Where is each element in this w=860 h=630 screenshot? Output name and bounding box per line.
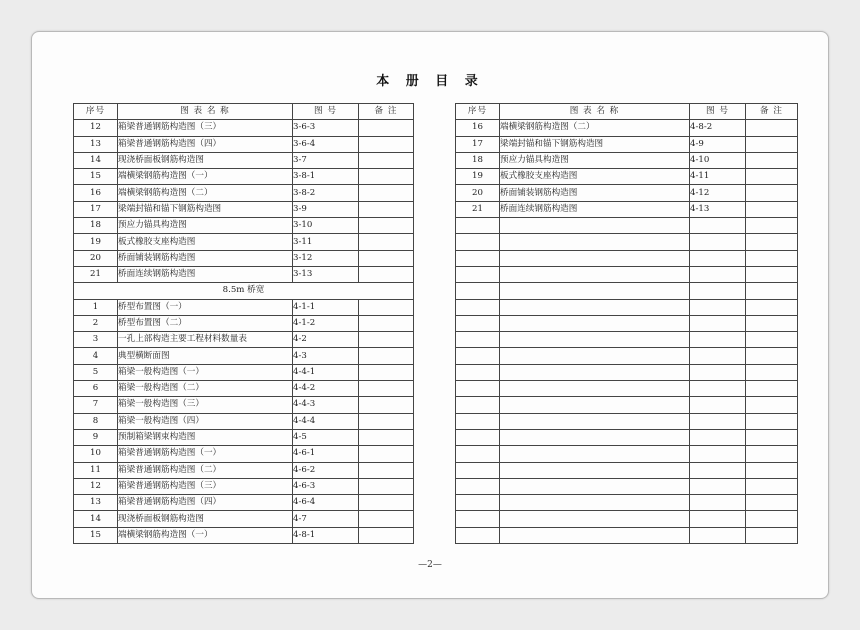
table-row — [456, 152, 798, 168]
table-row — [456, 495, 798, 511]
header-remark: 备 注 — [746, 104, 798, 120]
cell-drawing-no: 3-12 — [293, 250, 359, 266]
table-row — [456, 136, 798, 152]
cell-drawing-no: 4-12 — [690, 185, 746, 201]
table-row — [74, 234, 414, 250]
header-name: 图 表 名 称 — [500, 104, 690, 120]
cell-drawing-name: 箱梁一般构造图（二） — [118, 381, 293, 397]
cell-drawing-name: 预应力锚具构造图 — [118, 218, 293, 234]
cell-drawing-no: 4-4-3 — [293, 397, 359, 413]
cell-drawing-name — [500, 429, 690, 445]
cell-drawing-no — [690, 527, 746, 543]
cell-remark — [746, 152, 798, 168]
cell-drawing-name — [500, 299, 690, 315]
cell-remark — [359, 152, 414, 168]
cell-drawing-no — [690, 478, 746, 494]
table-row — [74, 250, 414, 266]
cell-seq: 18 — [74, 218, 118, 234]
cell-remark — [359, 201, 414, 217]
table-row — [74, 266, 414, 282]
toc-table-right — [455, 103, 798, 544]
cell-drawing-no — [690, 266, 746, 282]
cell-seq: 13 — [74, 495, 118, 511]
cell-seq: 16 — [456, 120, 500, 136]
cell-remark — [746, 315, 798, 331]
cell-drawing-name: 板式橡胶支座构造图 — [118, 234, 293, 250]
table-row — [74, 348, 414, 364]
cell-drawing-no — [690, 218, 746, 234]
table-row — [74, 364, 414, 380]
cell-remark — [359, 120, 414, 136]
cell-seq: 6 — [74, 381, 118, 397]
cell-seq: 21 — [74, 266, 118, 282]
cell-drawing-no: 4-1-1 — [293, 299, 359, 315]
table-row — [74, 446, 414, 462]
cell-drawing-name — [500, 478, 690, 494]
cell-remark — [359, 527, 414, 543]
cell-drawing-no: 3-7 — [293, 152, 359, 168]
cell-remark — [746, 527, 798, 543]
cell-seq: 7 — [74, 397, 118, 413]
cell-seq — [456, 283, 500, 299]
cell-drawing-no — [690, 495, 746, 511]
cell-drawing-name — [500, 332, 690, 348]
table-row — [456, 332, 798, 348]
cell-drawing-name: 桥型布置图（二） — [118, 315, 293, 331]
cell-drawing-name: 端横梁钢筋构造图（二） — [118, 185, 293, 201]
cell-seq — [456, 364, 500, 380]
table-row — [74, 462, 414, 478]
cell-drawing-name — [500, 234, 690, 250]
cell-drawing-name: 端横梁钢筋构造图（一） — [118, 169, 293, 185]
cell-seq — [456, 413, 500, 429]
cell-drawing-no: 3-6-4 — [293, 136, 359, 152]
cell-remark — [359, 234, 414, 250]
table-row — [74, 429, 414, 445]
cell-remark — [359, 446, 414, 462]
cell-drawing-no: 3-10 — [293, 218, 359, 234]
cell-drawing-no — [690, 234, 746, 250]
table-row — [456, 201, 798, 217]
cell-seq — [456, 478, 500, 494]
cell-drawing-no: 4-6-4 — [293, 495, 359, 511]
cell-drawing-name: 箱梁一般构造图（三） — [118, 397, 293, 413]
cell-drawing-name: 箱梁普通钢筋构造图（四） — [118, 136, 293, 152]
cell-drawing-name: 箱梁普通钢筋构造图（三） — [118, 478, 293, 494]
cell-seq: 12 — [74, 120, 118, 136]
cell-drawing-no: 4-6-3 — [293, 478, 359, 494]
cell-drawing-name: 箱梁普通钢筋构造图（一） — [118, 446, 293, 462]
cell-drawing-no: 4-4-1 — [293, 364, 359, 380]
cell-seq — [456, 429, 500, 445]
table-row — [74, 397, 414, 413]
cell-seq: 2 — [74, 315, 118, 331]
cell-remark — [746, 446, 798, 462]
cell-seq: 17 — [74, 201, 118, 217]
table-row — [74, 152, 414, 168]
cell-seq: 15 — [74, 169, 118, 185]
header-row — [74, 104, 414, 120]
cell-seq — [456, 397, 500, 413]
cell-seq — [456, 332, 500, 348]
header-drawing-no: 图 号 — [690, 104, 746, 120]
cell-drawing-name: 桥面连续钢筋构造图 — [118, 266, 293, 282]
cell-drawing-no: 3-8-2 — [293, 185, 359, 201]
cell-remark — [746, 169, 798, 185]
cell-remark — [746, 299, 798, 315]
cell-drawing-name: 预制箱梁钢束构造图 — [118, 429, 293, 445]
cell-drawing-no — [690, 446, 746, 462]
cell-drawing-name: 一孔上部构造主要工程材料数量表 — [118, 332, 293, 348]
cell-seq: 16 — [74, 185, 118, 201]
cell-seq — [456, 446, 500, 462]
table-row — [456, 462, 798, 478]
header-seq: 序号 — [456, 104, 500, 120]
cell-seq — [456, 218, 500, 234]
cell-seq: 14 — [74, 152, 118, 168]
cell-remark — [746, 266, 798, 282]
cell-drawing-no: 4-9 — [690, 136, 746, 152]
cell-seq — [456, 381, 500, 397]
table-row — [456, 266, 798, 282]
cell-remark — [746, 381, 798, 397]
table-row — [456, 429, 798, 445]
table-row — [456, 283, 798, 299]
cell-remark — [359, 413, 414, 429]
table-row — [74, 381, 414, 397]
cell-seq: 3 — [74, 332, 118, 348]
cell-drawing-name: 板式橡胶支座构造图 — [500, 169, 690, 185]
cell-seq — [456, 495, 500, 511]
cell-drawing-name — [500, 446, 690, 462]
cell-seq: 21 — [456, 201, 500, 217]
table-row — [74, 120, 414, 136]
cell-seq: 20 — [456, 185, 500, 201]
header-row — [456, 104, 798, 120]
cell-drawing-no — [690, 413, 746, 429]
cell-remark — [746, 429, 798, 445]
table-row — [74, 495, 414, 511]
cell-remark — [359, 218, 414, 234]
cell-drawing-name — [500, 495, 690, 511]
table-row — [456, 511, 798, 527]
toc-table-left — [73, 103, 414, 544]
table-row — [456, 413, 798, 429]
cell-remark — [746, 397, 798, 413]
cell-drawing-name — [500, 511, 690, 527]
cell-seq: 15 — [74, 527, 118, 543]
cell-drawing-name — [500, 266, 690, 282]
cell-seq — [456, 527, 500, 543]
header-drawing-no: 图 号 — [293, 104, 359, 120]
cell-remark — [746, 478, 798, 494]
cell-drawing-no: 4-5 — [293, 429, 359, 445]
cell-remark — [746, 511, 798, 527]
cell-remark — [359, 315, 414, 331]
cell-remark — [359, 169, 414, 185]
cell-drawing-name — [500, 364, 690, 380]
cell-remark — [746, 332, 798, 348]
cell-seq: 1 — [74, 299, 118, 315]
cell-drawing-name: 梁端封锚和锚下钢筋构造图 — [500, 136, 690, 152]
table-row — [456, 299, 798, 315]
cell-drawing-no — [690, 332, 746, 348]
cell-drawing-name — [500, 283, 690, 299]
cell-remark — [359, 364, 414, 380]
table-row — [456, 397, 798, 413]
cell-drawing-name: 典型横断面图 — [118, 348, 293, 364]
cell-drawing-no — [690, 397, 746, 413]
cell-seq: 4 — [74, 348, 118, 364]
cell-drawing-no: 4-13 — [690, 201, 746, 217]
cell-drawing-no — [690, 299, 746, 315]
cell-drawing-name: 桥面铺装钢筋构造图 — [500, 185, 690, 201]
table-row — [74, 299, 414, 315]
table-row — [456, 315, 798, 331]
table-row — [456, 364, 798, 380]
cell-seq — [456, 299, 500, 315]
header-remark: 备 注 — [359, 104, 414, 120]
cell-drawing-name — [500, 381, 690, 397]
cell-seq — [456, 511, 500, 527]
cell-drawing-no — [690, 511, 746, 527]
cell-seq: 12 — [74, 478, 118, 494]
table-row — [456, 169, 798, 185]
table-row — [456, 250, 798, 266]
cell-drawing-no — [690, 315, 746, 331]
cell-drawing-name — [500, 218, 690, 234]
page-number: —2— — [418, 560, 442, 570]
cell-drawing-name — [500, 348, 690, 364]
cell-seq — [456, 348, 500, 364]
cell-drawing-no — [690, 250, 746, 266]
cell-drawing-no: 4-3 — [293, 348, 359, 364]
cell-drawing-no — [690, 348, 746, 364]
cell-seq: 20 — [74, 250, 118, 266]
cell-seq — [456, 266, 500, 282]
cell-remark — [746, 250, 798, 266]
header-name: 图 表 名 称 — [118, 104, 293, 120]
table-row — [456, 185, 798, 201]
cell-drawing-name: 箱梁普通钢筋构造图（三） — [118, 120, 293, 136]
cell-remark — [359, 299, 414, 315]
cell-remark — [746, 136, 798, 152]
cell-drawing-name: 箱梁一般构造图（一） — [118, 364, 293, 380]
section-row — [74, 283, 414, 299]
table-row — [74, 511, 414, 527]
table-row — [74, 201, 414, 217]
cell-drawing-no: 4-4-4 — [293, 413, 359, 429]
cell-drawing-no — [690, 283, 746, 299]
cell-remark — [746, 234, 798, 250]
table-row — [74, 218, 414, 234]
cell-remark — [359, 462, 414, 478]
cell-seq: 13 — [74, 136, 118, 152]
cell-seq: 18 — [456, 152, 500, 168]
table-row — [74, 527, 414, 543]
cell-drawing-name — [500, 462, 690, 478]
cell-remark — [746, 120, 798, 136]
cell-remark — [746, 348, 798, 364]
cell-remark — [746, 413, 798, 429]
cell-remark — [359, 266, 414, 282]
cell-drawing-name: 端横梁钢筋构造图（一） — [118, 527, 293, 543]
cell-drawing-no: 3-13 — [293, 266, 359, 282]
cell-remark — [359, 136, 414, 152]
cell-drawing-name: 桥面铺装钢筋构造图 — [118, 250, 293, 266]
cell-remark — [746, 185, 798, 201]
cell-drawing-name: 桥面连续钢筋构造图 — [500, 201, 690, 217]
table-row — [74, 413, 414, 429]
page-title: 本 册 目 录 — [376, 74, 484, 89]
cell-drawing-no — [690, 429, 746, 445]
cell-seq — [456, 250, 500, 266]
cell-drawing-no: 4-4-2 — [293, 381, 359, 397]
cell-remark — [359, 397, 414, 413]
cell-remark — [746, 283, 798, 299]
cell-drawing-no: 4-1-2 — [293, 315, 359, 331]
table-row — [74, 315, 414, 331]
cell-seq — [456, 315, 500, 331]
cell-remark — [359, 478, 414, 494]
cell-drawing-name: 箱梁普通钢筋构造图（四） — [118, 495, 293, 511]
cell-remark — [359, 511, 414, 527]
cell-drawing-name: 箱梁一般构造图（四） — [118, 413, 293, 429]
table-row — [456, 446, 798, 462]
cell-remark — [746, 201, 798, 217]
cell-drawing-no — [690, 381, 746, 397]
cell-remark — [359, 429, 414, 445]
table-row — [456, 527, 798, 543]
cell-drawing-name: 桥型布置图（一） — [118, 299, 293, 315]
cell-drawing-no: 4-10 — [690, 152, 746, 168]
cell-seq — [456, 462, 500, 478]
cell-drawing-no: 4-11 — [690, 169, 746, 185]
cell-drawing-name: 现浇桥面板钢筋构造图 — [118, 511, 293, 527]
cell-remark — [359, 185, 414, 201]
cell-drawing-no: 3-9 — [293, 201, 359, 217]
table-row — [456, 218, 798, 234]
table-row — [74, 136, 414, 152]
cell-seq: 8 — [74, 413, 118, 429]
cell-seq: 19 — [74, 234, 118, 250]
cell-seq: 11 — [74, 462, 118, 478]
table-row — [74, 169, 414, 185]
cell-seq: 5 — [74, 364, 118, 380]
cell-remark — [746, 218, 798, 234]
cell-remark — [359, 381, 414, 397]
cell-drawing-name: 端横梁钢筋构造图（二） — [500, 120, 690, 136]
cell-drawing-no: 4-8-1 — [293, 527, 359, 543]
cell-remark — [359, 495, 414, 511]
cell-seq: 10 — [74, 446, 118, 462]
table-row — [456, 381, 798, 397]
cell-remark — [746, 495, 798, 511]
section-title: 8.5m 桥宽 — [74, 283, 414, 299]
table-row — [74, 478, 414, 494]
cell-drawing-name: 预应力锚具构造图 — [500, 152, 690, 168]
header-seq: 序号 — [74, 104, 118, 120]
cell-drawing-name — [500, 397, 690, 413]
cell-drawing-name — [500, 250, 690, 266]
table-row — [456, 478, 798, 494]
cell-drawing-no — [690, 364, 746, 380]
cell-seq: 9 — [74, 429, 118, 445]
table-row — [74, 185, 414, 201]
cell-drawing-name — [500, 315, 690, 331]
table-row — [456, 120, 798, 136]
cell-drawing-name: 梁端封锚和锚下钢筋构造图 — [118, 201, 293, 217]
cell-remark — [359, 348, 414, 364]
cell-drawing-no: 4-7 — [293, 511, 359, 527]
cell-drawing-no: 4-6-2 — [293, 462, 359, 478]
cell-drawing-no: 3-6-3 — [293, 120, 359, 136]
cell-remark — [746, 462, 798, 478]
cell-drawing-no — [690, 462, 746, 478]
table-row — [74, 332, 414, 348]
cell-drawing-name: 现浇桥面板钢筋构造图 — [118, 152, 293, 168]
table-row — [456, 234, 798, 250]
cell-drawing-no: 4-8-2 — [690, 120, 746, 136]
cell-seq: 19 — [456, 169, 500, 185]
cell-drawing-name — [500, 527, 690, 543]
cell-drawing-no: 4-6-1 — [293, 446, 359, 462]
table-row — [456, 348, 798, 364]
cell-remark — [746, 364, 798, 380]
cell-remark — [359, 332, 414, 348]
cell-drawing-no: 4-2 — [293, 332, 359, 348]
cell-seq — [456, 234, 500, 250]
cell-remark — [359, 250, 414, 266]
cell-drawing-name: 箱梁普通钢筋构造图（二） — [118, 462, 293, 478]
cell-drawing-name — [500, 413, 690, 429]
cell-drawing-no: 3-8-1 — [293, 169, 359, 185]
cell-seq: 17 — [456, 136, 500, 152]
cell-drawing-no: 3-11 — [293, 234, 359, 250]
cell-seq: 14 — [74, 511, 118, 527]
